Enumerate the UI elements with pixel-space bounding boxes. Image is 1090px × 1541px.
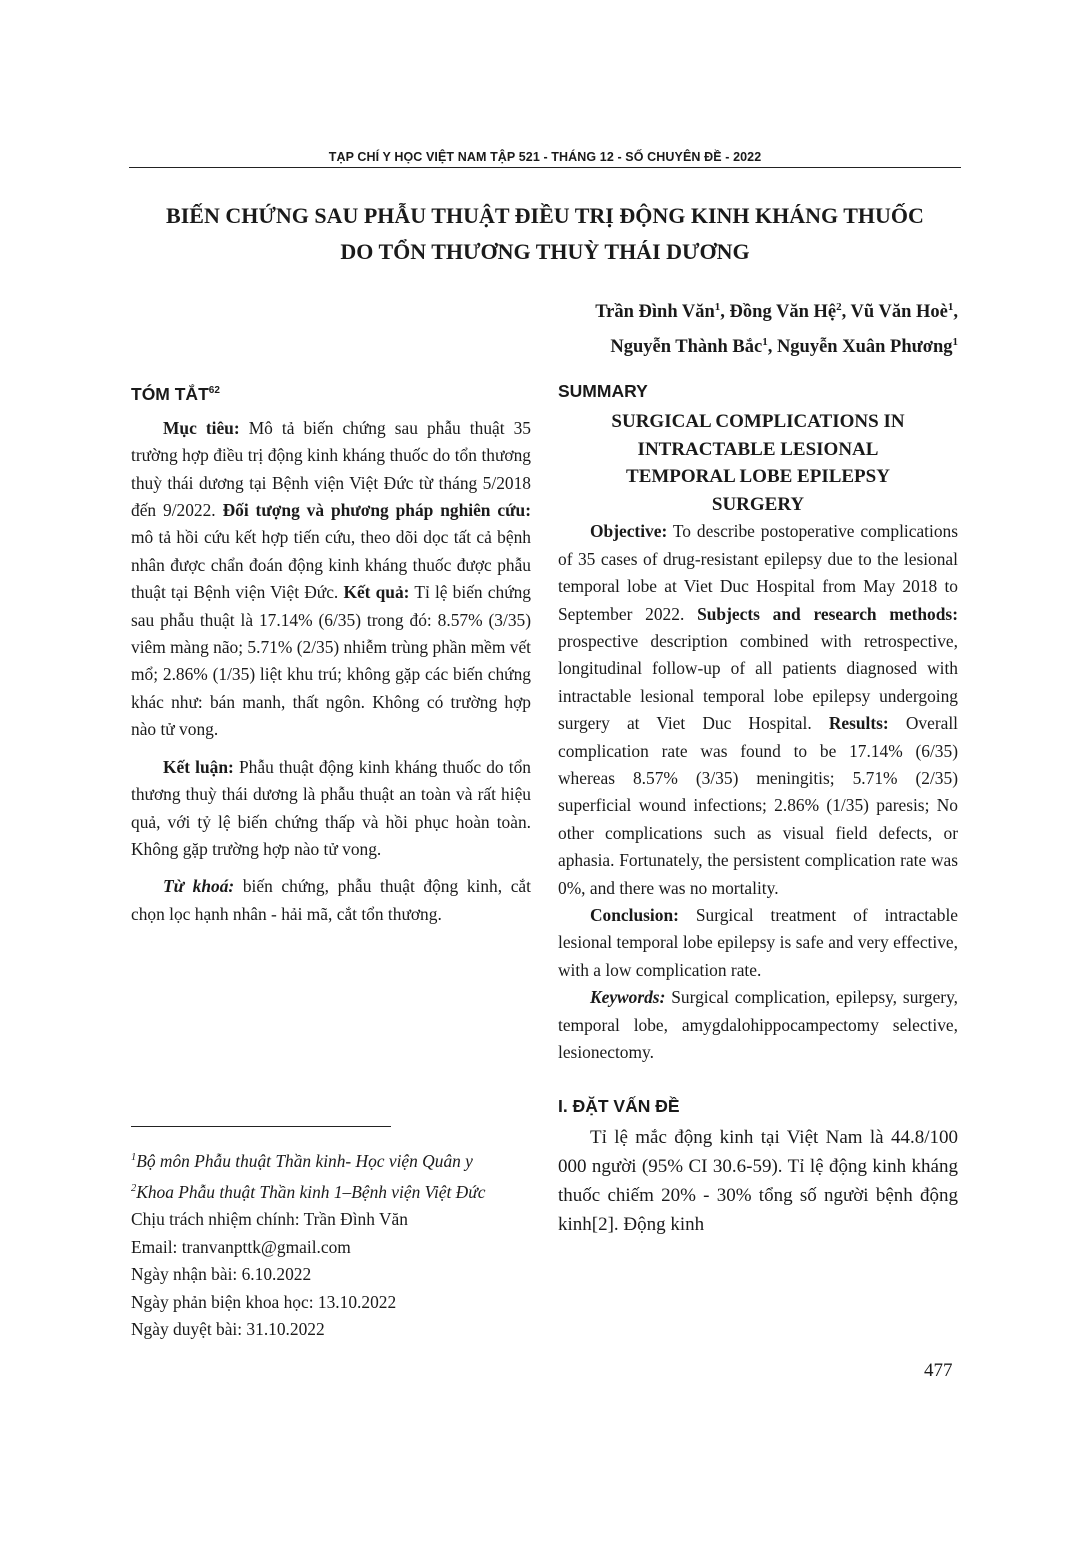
keywords-text: Surgical complication, epilepsy, surgery, temporal lobe, amygdalohippocampectomy selective, lesionectomy.: [558, 987, 958, 1063]
affiliation-text: Bộ môn Phẫu thuật Thần kinh- Học viện Quân y: [136, 1150, 473, 1171]
summary-paragraph: [558, 518, 958, 902]
title-line-1: BIẾN CHỨNG SAU PHẪU THUẬT ĐIỀU TRỊ ĐỘNG KINH KHÁNG THUỐC: [166, 203, 924, 228]
author-name: Vũ Văn Hoè: [850, 302, 948, 323]
conclusion-label: Kết luận:: [163, 756, 234, 777]
introduction-paragraph: Tỉ lệ mắc động kinh tại Việt Nam là 44.8/100 000 người (95% CI 30.6-59). Tỉ lệ động kinh kháng thuốc chiếm 20% - 30% tổng số người bệnh động kinh[2]. Động kinh: [558, 1126, 958, 1235]
conclusion-text: Phẫu thuật động kinh kháng thuốc do tổn thương thuỳ thái dương là phẫu thuật an toàn và rất hiệu quả, với tỷ lệ biến chứng thấp và hồi phục hoàn toàn. Không gặp trường hợp nào tử vong.: [131, 756, 531, 859]
footnote-accepted: Ngày duyệt bài: 31.10.2022: [131, 1319, 325, 1340]
results-text: Overall complication rate was found to be 17.14% (6/35) whereas 8.57% (3/35) meningitis; 5.71% (2/35) superficial wound infections; 2.86% (1/35) paresis; No other complications such as visual field defects, or aphasia. Fortunately, the persistent complication rate was 0%, and there was no mortality.: [558, 713, 958, 898]
summary-english: [558, 378, 958, 1239]
summary-title-line: SURGERY: [711, 493, 805, 515]
summary-title-line: TEMPORAL LOBE EPILEPSY: [626, 466, 890, 488]
summary-title-line: INTRACTABLE LESIONAL: [637, 438, 879, 460]
article-title: [100, 198, 990, 270]
results-label: Kết quả:: [343, 582, 410, 603]
keywords-label: Keywords:: [590, 987, 666, 1008]
keywords-label: Từ khoá:: [163, 876, 235, 897]
author-line-2: [358, 327, 958, 362]
abstract-vietnamese: [131, 378, 531, 928]
author-name: Đồng Văn Hệ: [729, 302, 837, 323]
affiliation-marker: 2: [131, 1183, 137, 1195]
author-name: Trần Đình Văn: [595, 302, 715, 323]
summary-heading: SUMMARY: [558, 381, 648, 401]
conclusion-paragraph: [558, 902, 958, 984]
abstract-heading: [131, 378, 531, 407]
objective-label: Objective:: [590, 521, 668, 542]
author-separator: ,: [953, 302, 958, 323]
footnote-affiliation-1: [131, 1144, 551, 1175]
footnote-affiliation-2: [131, 1175, 551, 1206]
page-number: 477: [924, 1360, 953, 1381]
methods-text: prospective description combined with retrospective, longitudinal follow-up of all patients diagnosed with intractable lesional temporal lobe epilepsy undergoing surgery at Viet Duc Hospital.: [558, 631, 958, 734]
author-separator: ,: [767, 337, 777, 358]
results-text: Tỉ lệ biến chứng sau phẫu thuật là 17.14% (6/35) trong đó: 8.57% (3/35) viêm màng não; 5.71% (2/35) nhiễm trùng phần mềm vết mổ; 2.86% (1/35) liệt khu trú; không gặp các biến chứng khác như: bán manh, thất ngôn. Không có trường hợp nào tử vong.: [131, 582, 532, 740]
author-line-1: [358, 292, 958, 327]
affiliation-marker: 1: [131, 1152, 137, 1163]
footnote-rule: [131, 1126, 391, 1127]
affiliation-marker: 1: [952, 336, 958, 349]
conclusion-label: Conclusion:: [590, 905, 679, 926]
keywords-text: biến chứng, phẫu thuật động kinh, cắt chọn lọc hạnh nhân - hải mã, cắt tổn thương.: [131, 876, 531, 924]
footnote-reviewed: Ngày phản biện khoa học: 13.10.2022: [131, 1291, 397, 1312]
methods-label: Đối tượng và phương pháp nghiên cứu:: [222, 500, 531, 521]
methods-text: mô tả hồi cứu kết hợp tiến cứu, theo dõi dọc tất cả bệnh nhân được chẩn đoán động kinh kháng thuốc được phẫu thuật tại Bệnh viện Việt Đức.: [131, 527, 531, 603]
author-separator: ,: [841, 302, 851, 323]
methods-label: Subjects and research methods:: [697, 603, 958, 624]
footnote-responsible: Chịu trách nhiệm chính: Trần Đình Văn: [131, 1209, 408, 1230]
objective-text: Mô tả biến chứng sau phẫu thuật 35 trường hợp điều trị động kinh kháng thuốc do tổn thương thuỳ thái dương tại Bệnh viện Việt Đức từ tháng 5/2018 đến 9/2022.: [131, 417, 531, 521]
running-header: TẠP CHÍ Y HỌC VIỆT NAM TẬP 521 - THÁNG 12 - SỐ CHUYÊN ĐỀ - 2022: [328, 150, 762, 164]
affiliation-marker: 1: [762, 336, 768, 349]
abstract-heading-text: TÓM TẮT: [131, 383, 209, 404]
objective-text: To describe postoperative complications of 35 cases of drug-resistant epilepsy due to the lesional temporal lobe at Viet Duc Hospital from May 2018 to September 2022.: [558, 521, 958, 624]
author-name: Nguyễn Xuân Phương: [776, 337, 953, 358]
summary-title: [558, 408, 958, 518]
footnote-marker: 62: [208, 385, 220, 396]
affiliation-marker: 1: [947, 301, 954, 313]
introduction-heading: I. ĐẶT VẤN ĐỀ: [558, 1095, 680, 1116]
affiliation-marker: 2: [836, 301, 842, 313]
conclusion-text: Surgical treatment of intractable lesional temporal lobe epilepsy is safe and very effective, with a low complication rate.: [558, 905, 958, 980]
objective-label: Mục tiêu:: [163, 417, 240, 438]
conclusion-paragraph: [131, 754, 531, 864]
author-list: [358, 292, 958, 362]
results-label: Results:: [828, 713, 889, 734]
author-name: Nguyễn Thành Bắc: [610, 337, 763, 358]
keywords-paragraph: [558, 984, 958, 1066]
affiliation-text: Khoa Phẫu thuật Thần kinh 1–Bệnh viện Việt Đức: [136, 1182, 486, 1202]
footnote-received: Ngày nhận bài: 6.10.2022: [131, 1264, 312, 1285]
footnote-email: Email: tranvanpttk@gmail.com: [131, 1236, 351, 1257]
title-line-2: DO TỔN THƯƠNG THUỲ THÁI DƯƠNG: [340, 239, 750, 264]
summary-title-line: SURGICAL COMPLICATIONS IN: [611, 411, 905, 432]
header-rule: [129, 167, 961, 168]
author-separator: ,: [720, 302, 730, 323]
footnotes: [131, 1144, 551, 1343]
keywords-paragraph: [131, 873, 531, 928]
affiliation-marker: 1: [714, 301, 721, 313]
abstract-paragraph: [131, 415, 531, 744]
